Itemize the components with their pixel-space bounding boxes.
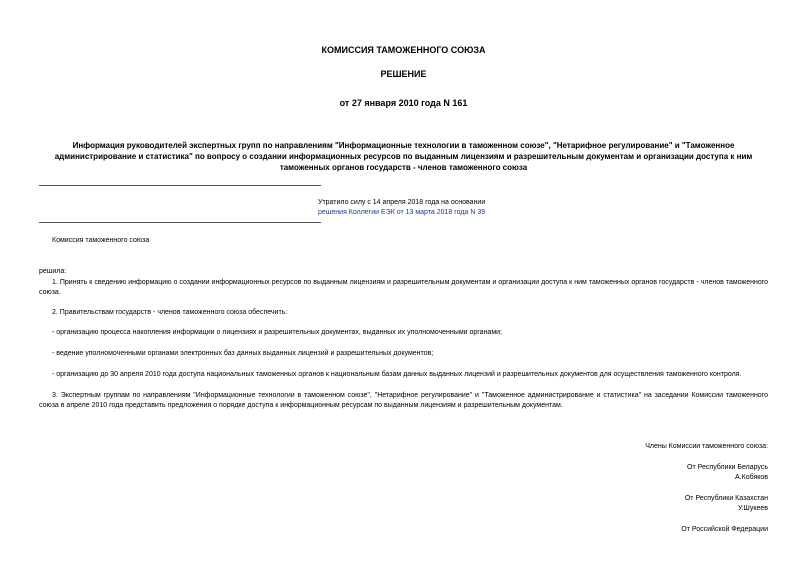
status-divider-top [39,185,321,186]
signatory-russia: От Российской Федерации [681,526,768,533]
bullet-2: - ведение уполномоченными органами электронных баз данных выданных лицензий и разрешительных документов; [52,350,434,357]
issuer-line: Комиссия таможенного союза [52,237,150,244]
document-title: Информация руководителей экспертных групп по направлениям "Информационные технологии в таможенном союзе", "Нетарифное регулирование" и "Таможенное администрирование и статистика" по вопросу о создании информационных ресурсов по выданным лицензиям и разрешительным документам и организации доступа к ним таможенных органов государств - членов таможенного союза [54,141,753,172]
issuing-body: КОМИССИЯ ТАМОЖЕННОГО СОЮЗА [321,45,486,55]
signatory-kazakhstan: От Республики Казахстан [684,495,768,502]
signatory-belarus-name: А.Кобяков [735,474,768,481]
document-type: РЕШЕНИЕ [380,69,427,79]
bullet-1: - организацию процесса накопления информации о лицензиях и разрешительных документах, выданных их уполномоченными органами; [52,329,502,336]
bullet-3: - организацию до 30 апреля 2010 года доступа национальных таможенных органов к национальным базам данных выданных лицензий и разрешительных документов для осуществления таможенного контроля. [52,371,742,378]
signatory-belarus: От Республики Беларусь [687,464,768,471]
document-date: от 27 января 2010 года N 161 [339,98,468,108]
repeal-decision-link[interactable]: решения Коллегии ЕЭК от 13 марта 2018 года N 39 [318,209,486,216]
paragraph-1: 1. Принять к сведению информацию о создании информационных ресурсов по выданным лицензиям и разрешительным документам и организации доступа к ним таможенных органов государств - членов таможенного союза. [39,279,768,296]
status-note: Утратило силу с 14 апреля 2018 года на основании [318,199,486,206]
signatories-heading: Члены Комиссии таможенного союза: [645,443,768,450]
decided-label: решила: [39,268,67,275]
status-divider-bottom [39,222,321,223]
signatory-kazakhstan-name: У.Шукеев [737,505,768,512]
paragraph-2: 2. Правительствам государств - членов таможенного союза обеспечить: [52,309,288,316]
paragraph-3: 3. Экспертным группам по направлениям "Информационные технологии в таможенном союзе", "Нетарифное регулирование" и "Таможенное администрирование и статистика" на заседании Комиссии таможенного союза в апреле 2010 года представить предложения о порядке доступа к информационным ресурсам по выданным лицензиям и разрешительным документам. [39,392,768,409]
